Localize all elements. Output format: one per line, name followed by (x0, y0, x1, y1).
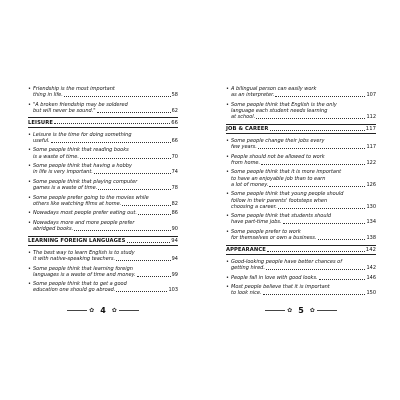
entry-page-number: 107 (366, 92, 376, 99)
toc-entry (28, 102, 178, 114)
entry-text-line: Some people prefer to work (231, 228, 301, 235)
toc-entry (28, 281, 178, 293)
entry-text-line: Some people think that reading books (33, 147, 129, 154)
dot-leader (51, 142, 171, 143)
flourish-ornament-icon: ✿ (111, 307, 117, 314)
bullet-icon: • (226, 228, 229, 235)
dot-leader (116, 260, 171, 261)
footer-rule (265, 310, 285, 311)
dot-leader (97, 112, 171, 113)
bullet-icon: • (28, 178, 31, 185)
section-title: LEISURE (28, 119, 53, 126)
dot-leader (127, 242, 171, 243)
entry-text-line: getting hired. (231, 265, 265, 272)
entry-page-number: 70 (171, 153, 178, 160)
toc-entry (28, 179, 178, 191)
entry-text-line: abridged books. (33, 226, 74, 232)
entry-text-line: education one should go abroad. (33, 287, 116, 294)
entry-text-line: have part-time jobs. (231, 219, 282, 226)
page-number: 5 (298, 306, 304, 315)
entry-text-line: at school. (231, 114, 256, 121)
dot-leader (258, 148, 366, 149)
entry-page-number: 138 (366, 235, 376, 242)
bullet-icon: • (226, 101, 229, 108)
dot-leader (278, 208, 366, 209)
right-page-footer (226, 306, 376, 315)
entry-text-line: games is a waste of time. (33, 185, 98, 192)
entry-text-line: choosing a career. (231, 203, 277, 210)
entry-text-line: A bilingual person can easily work (231, 86, 317, 92)
entry-text-line: The best way to learn English is to study (33, 249, 135, 256)
bullet-icon: • (28, 163, 31, 170)
entry-page-number: 134 (366, 219, 376, 226)
entry-text-line: in life is very important. (33, 169, 93, 176)
bullet-icon: • (28, 194, 31, 201)
section-page-number: 117 (365, 125, 376, 132)
toc-entry (28, 210, 178, 216)
toc-entry (28, 86, 178, 98)
bullet-icon: • (226, 137, 229, 144)
toc-entry (226, 275, 376, 281)
bullet-icon: • (28, 265, 31, 272)
bullet-icon: • (226, 153, 229, 160)
entry-text-line: Some people think that English is the only (231, 101, 337, 108)
entry-page-number: 62 (171, 107, 178, 114)
entry-text-line: languages is a waste of time and money. (33, 271, 136, 278)
toc-section-heading (226, 245, 376, 255)
bullet-icon: • (28, 86, 31, 92)
entry-page-number: 126 (366, 181, 376, 188)
entry-text-line: Some people think that having a hobby (33, 163, 132, 170)
toc-entry (226, 102, 376, 121)
entry-text-line: People fall in love with good looks. (231, 274, 318, 281)
entry-page-number: 146 (366, 274, 376, 281)
entry-page-number: 82 (171, 200, 178, 207)
dot-leader (269, 186, 365, 187)
toc-entry (28, 147, 178, 159)
dot-leader (138, 214, 171, 215)
section-page-number: 94 (171, 237, 178, 244)
entry-text-line: Good-looking people have better chances of (231, 258, 342, 265)
dot-leader (137, 276, 171, 277)
entry-text-line: from home. (231, 159, 261, 166)
entry-page-number: 130 (366, 203, 376, 210)
entry-text-line: useful. (33, 137, 50, 144)
toc-entry (226, 191, 376, 210)
toc-entry (226, 259, 376, 271)
entry-text-line: Some people think that learning foreign (33, 265, 133, 272)
entry-page-number: 74 (171, 169, 178, 176)
entry-text-line: a lot of money. (231, 181, 269, 188)
bullet-icon: • (226, 258, 229, 265)
bullet-icon: • (226, 86, 229, 92)
entry-text-line: Some people think that young people should (231, 191, 344, 198)
dot-leader (98, 189, 170, 190)
dot-leader (275, 96, 365, 97)
dot-leader (266, 269, 366, 270)
entry-page-number: 78 (171, 185, 178, 192)
entry-page-number: 142 (366, 265, 376, 272)
section-title: JOB & CAREER (226, 125, 269, 132)
entry-page-number: 122 (366, 159, 376, 166)
entry-text-line: Most people believe that it is important (231, 284, 330, 291)
footer-rule (317, 310, 337, 311)
entry-page-number: 58 (171, 92, 178, 99)
entry-text-line: Some people think that to get a good (33, 281, 127, 288)
left-toc-page (28, 86, 178, 297)
toc-entry (28, 163, 178, 175)
toc-entry (28, 266, 178, 278)
section-title: LEARNING FOREIGN LANGUAGES (28, 237, 126, 244)
dot-leader (54, 123, 170, 124)
bullet-icon: • (28, 219, 31, 226)
entry-page-number: 150 (366, 290, 376, 297)
dot-leader (116, 291, 167, 292)
dot-leader (74, 230, 170, 231)
bullet-icon: • (28, 281, 31, 288)
entry-page-number: 112 (366, 114, 376, 121)
toc-section-heading (28, 117, 178, 127)
bullet-icon: • (226, 284, 229, 291)
dot-leader (94, 173, 171, 174)
entry-text-line: is a waste of time. (33, 153, 79, 160)
dot-leader (80, 158, 171, 159)
entry-text-line: for themselves or own a business. (231, 235, 317, 242)
entry-text-line: Leisure is the time for doing something (33, 131, 132, 138)
entry-text-line: Some people prefer going to the movies while (33, 194, 149, 201)
bullet-icon: • (28, 131, 31, 138)
entry-text-line: "A broken friendship may be soldered (33, 101, 128, 108)
entry-text-line: follow in their parents' footsteps when (231, 197, 328, 204)
entry-page-number: 66 (171, 137, 178, 144)
entry-text-line: Nowadays more and more people prefer (33, 219, 135, 226)
dot-leader (267, 251, 365, 252)
bullet-icon: • (28, 249, 31, 256)
toc-section-heading (226, 124, 376, 134)
bullet-icon: • (28, 147, 31, 154)
dot-leader (283, 223, 366, 224)
entry-text-line: others like watching films at home. (33, 200, 122, 207)
toc-entry (28, 250, 178, 262)
toc-entry (226, 138, 376, 150)
dot-leader (261, 164, 365, 165)
entry-text-line: few years. (231, 144, 257, 151)
section-page-number: 142 (365, 246, 376, 253)
dot-leader (319, 279, 366, 280)
toc-section-heading (28, 236, 178, 246)
entry-text-line: Friendship is the most important (33, 86, 115, 92)
bullet-icon: • (226, 274, 229, 281)
entry-text-line: Some people think that it is more important (231, 169, 342, 176)
flourish-ornament-icon: ✿ (89, 307, 95, 314)
entry-text-line: People should not be allowed to work (231, 153, 325, 160)
toc-entry (226, 284, 376, 296)
dot-leader (64, 96, 171, 97)
footer-rule (119, 310, 139, 311)
entry-text-line: Nowadays most people prefer eating out. (33, 210, 137, 217)
entry-text-line: but will never be sound." (33, 107, 96, 114)
left-page-footer (28, 306, 178, 315)
toc-entry (28, 195, 178, 207)
entry-page-number: 90 (171, 226, 178, 232)
bullet-icon: • (226, 169, 229, 176)
entry-page-number: 103 (168, 287, 178, 294)
toc-entry (226, 154, 376, 166)
entry-text-line: Some people think that playing computer (33, 178, 138, 185)
footer-rule (67, 310, 87, 311)
bullet-icon: • (28, 210, 31, 217)
bullet-icon: • (28, 101, 31, 108)
section-page-number: 66 (171, 119, 178, 126)
entry-page-number: 117 (366, 144, 376, 151)
dot-leader (256, 118, 365, 119)
entry-page-number: 99 (171, 271, 178, 278)
entry-text-line: to look nice. (231, 290, 262, 297)
toc-entry (226, 169, 376, 188)
entry-text-line: Some people think that students should (231, 213, 332, 220)
toc-entry (226, 213, 376, 225)
dot-leader (318, 239, 366, 240)
entry-text-line: thing in life. (33, 92, 63, 99)
entry-text-line: language each student needs learning (231, 107, 328, 114)
flourish-ornament-icon: ✿ (309, 307, 315, 314)
dot-leader (270, 130, 365, 131)
toc-entry (226, 86, 376, 98)
entry-page-number: 94 (171, 256, 178, 263)
entry-text-line: it with native-speaking teachers. (33, 256, 116, 263)
dot-leader (122, 205, 170, 206)
toc-entry (28, 220, 178, 232)
entry-page-number: 86 (171, 210, 178, 217)
entry-text-line: Some people change their jobs every (231, 137, 325, 144)
toc-entry (28, 132, 178, 144)
toc-entry (226, 229, 376, 241)
entry-text-line: to have an enjoyable job than to earn (231, 175, 326, 182)
dot-leader (263, 294, 366, 295)
flourish-ornament-icon: ✿ (287, 307, 293, 314)
bullet-icon: • (226, 213, 229, 220)
section-title: APPEARANCE (226, 246, 266, 253)
page-number: 4 (100, 306, 106, 315)
bullet-icon: • (226, 191, 229, 198)
entry-text-line: as an interpreter. (231, 92, 275, 99)
right-toc-page (226, 86, 376, 300)
